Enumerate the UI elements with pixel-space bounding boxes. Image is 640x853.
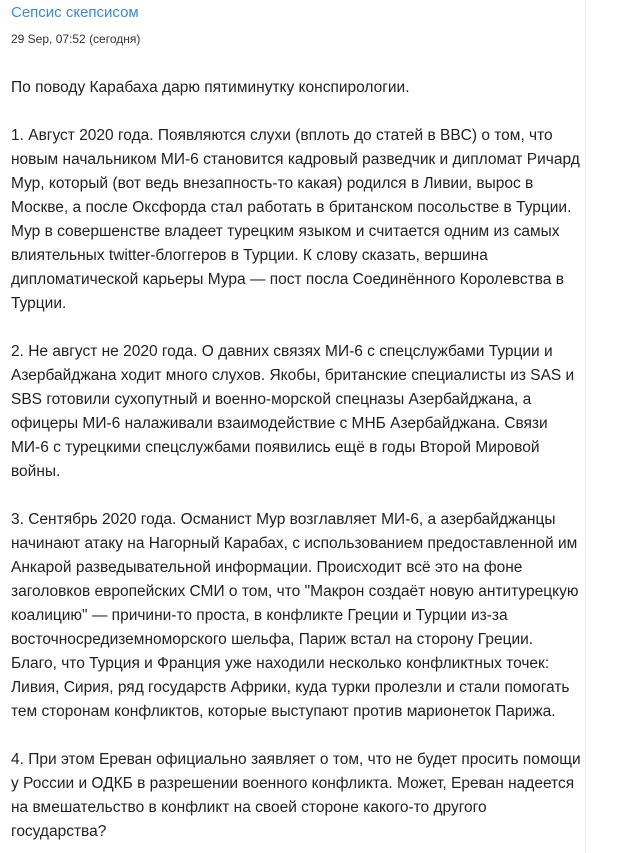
post-paragraph: 3. Сентябрь 2020 года. Османист Мур возглавляет МИ-6, а азербайджанцы начинают атаку на Нагорный Карабах, с использованием предоставленной им Анкарой разведывательной информации. Происходит всё это на фоне заголовков европейских СМИ о том, что "Макрон создаёт новую антитурецкую коалицию" — причини-то проста, в конфликте Греции и Турции из-за восточносредиземноморского шельфа, Париж встал на сторону Греции. Благо, что Турция и Франция уже находили несколько конфликтных точек: Ливия, Сирия, ряд государств Африки, куда турки пролезли и стали помогать тем сторонам конфликтов, которые выступают против марионеток Парижа. bbox=[11, 511, 579, 720]
post-paragraph: 4. При этом Ереван официально заявляет о том, что не будет просить помощи у России и ОДКБ в разрешении военного конфликта. Может, Ереван надеется на вмешательство в конфликт на своей стороне какого-то другого государства? bbox=[11, 751, 581, 840]
post-paragraph: 2. Не август не 2020 года. О давних связях МИ-6 с спецслужбами Турции и Азербайджана ходит много слухов. Якобы, британские специалисты из SAS и SBS готовили сухопутный и военно-морской спецназы Азербайджана, а офицеры МИ-6 налаживали взаимодействие с МНБ Азербайджана. Связи МИ-6 с турецкими спецслужбами появились ещё в годы Второй Мировой войны. bbox=[11, 343, 575, 480]
post-body bbox=[11, 76, 581, 844]
post-paragraph: По поводу Карабаха дарю пятиминутку конспирологии. bbox=[11, 79, 410, 96]
post-date: 29 Sep, 07:52 (сегодня) bbox=[11, 32, 141, 46]
post-title-link[interactable]: Сепсис скепсисом bbox=[11, 4, 139, 21]
post-paragraph: 1. Август 2020 года. Появляются слухи (вплоть до статей в BBC) о том, что новым начальником МИ-6 становится кадровый разведчик и дипломат Ричард Мур, который (вот ведь внезапность-то какая) родился в Ливии, вырос в Москве, а после Оксфорда стал работать в британском посольстве в Турции. Мур в совершенстве владеет турецким языком и считается одним из самых влиятельных twitter-блоггеров в Турции. К слову сказать, вершина дипломатической карьеры Мура — пост посла Соединённого Королевства в Турции. bbox=[11, 127, 580, 312]
